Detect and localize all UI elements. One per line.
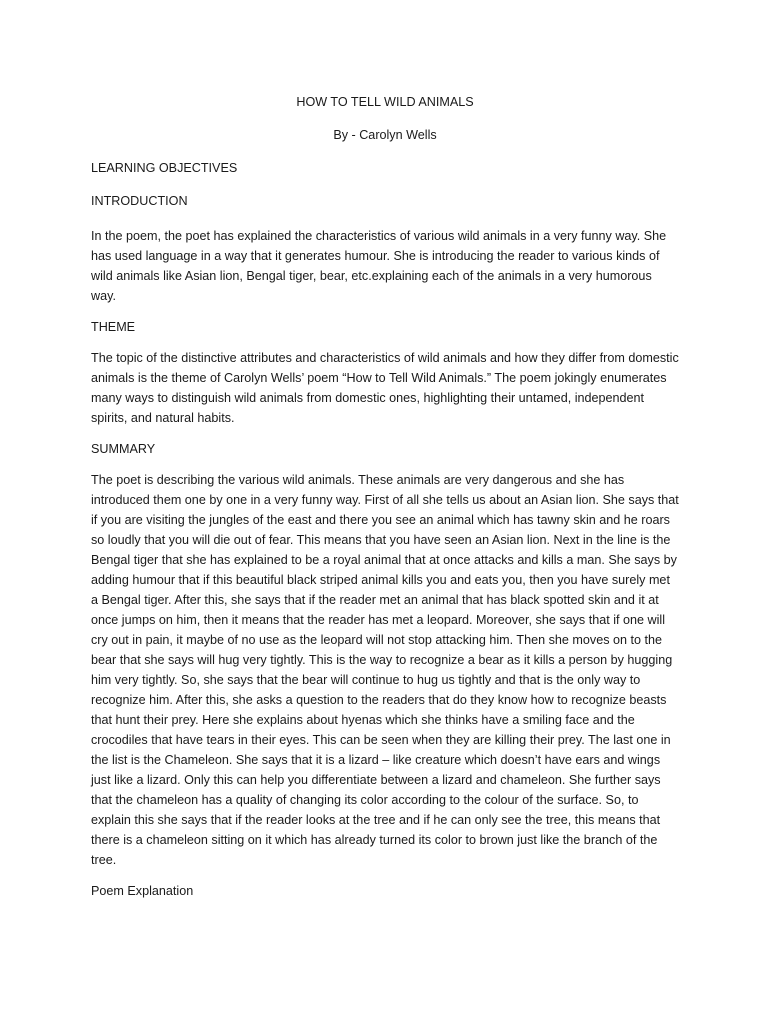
poem-explanation-heading: Poem Explanation [91, 884, 194, 898]
document-page [91, 94, 679, 899]
introduction-paragraph: In the poem, the poet has explained the characteristics of various wild animals in a very funny way. She has used language in a way that it generates humour. She is introducing the reader to various kinds of wild animals like Asian lion, Bengal tiger, bear, etc.explaining each of the animals in a very humorous way. [91, 229, 667, 303]
document-title: HOW TO TELL WILD ANIMALS [296, 95, 474, 109]
theme-heading: THEME [91, 320, 136, 334]
introduction-heading: INTRODUCTION [91, 194, 188, 208]
document-byline: By - Carolyn Wells [333, 128, 437, 142]
learning-objectives-heading: LEARNING OBJECTIVES [91, 161, 238, 175]
summary-paragraph: The poet is describing the various wild animals. These animals are very dangerous and she has introduced them one by one in a very funny way. First of all she tells us about an Asian lion. She says that if you are visiting the jungles of the east and there you see an animal which has tawny skin and he roars so loudly that you will die out of fear. This means that you have seen an Asian lion. Next in the line is the Bengal tiger that she has explained to be a royal animal that at once attacks and kills a man. She says by adding humour that if this beautiful black striped animal kills you and eats you, then you have surely met a Bengal tiger. After this, she says that if the reader met an animal that has black spotted skin and it at once jumps on him, then it means that the reader has met a leopard. Moreover, she says that if one will cry out in pain, it maybe of no use as the leopard will not stop attacking him. Then she moves on to the bear that she says will hug very tightly. This is the way to recognize a bear as it kills a person by hugging him very tightly. So, she says that the bear will continue to hug us tightly and that is the only way to recognize him. After this, she asks a question to the readers that do they know how to recognize beasts that hunt their prey. Here she explains about hyenas which she thinks have a smiling face and the crocodiles that have tears in their eyes. This can be seen when they are killing their prey. The last one in the list is the Chameleon. She says that it is a lizard – like creature which doesn’t have ears and wings just like a lizard. Only this can help you differentiate between a lizard and chameleon. She further says that the chameleon has a quality of changing its color according to the colour of the surface. So, to explain this she says that if the reader looks at the tree and if he can only see the tree, this means that there is a chameleon sitting on it which has already turned its color to brown just like the branch of the tree. [91, 473, 679, 867]
theme-paragraph: The topic of the distinctive attributes and characteristics of wild animals and how they differ from domestic animals is the theme of Carolyn Wells’ poem “How to Tell Wild Animals.” The poem jokingly enumerates many ways to distinguish wild animals from domestic ones, highlighting their untamed, independent spirits, and natural habits. [91, 351, 679, 425]
summary-heading: SUMMARY [91, 442, 156, 456]
